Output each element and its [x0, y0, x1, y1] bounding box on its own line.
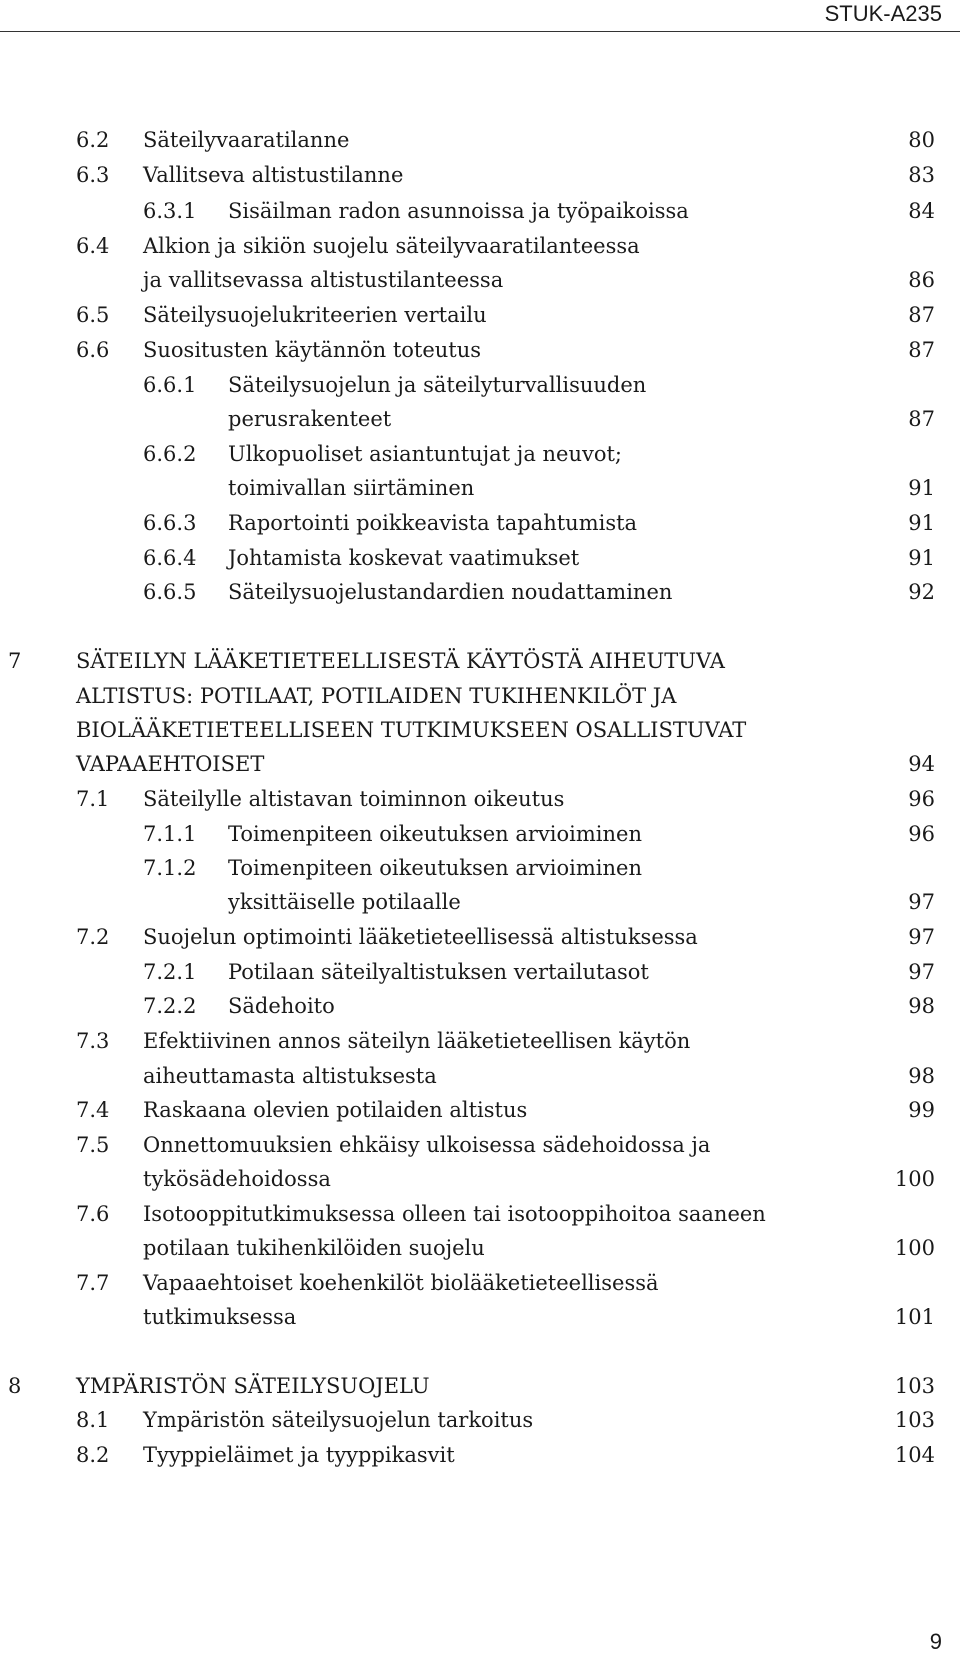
- toc-entry-title: Suojelun optimointi lääketieteellisessä altistuksessa: [143, 925, 698, 949]
- toc-entry: [0, 1402, 960, 1439]
- toc-entry: [0, 401, 960, 438]
- running-header: [0, 0, 960, 34]
- toc-entry-title: Ulkopuoliset asiantuntujat ja neuvot;: [228, 442, 623, 466]
- toc-entry-title: Suositusten käytännön toteutus: [143, 338, 482, 362]
- toc-entry-number: 7.1: [76, 787, 110, 811]
- toc-entry-number: 6.6.2: [143, 442, 197, 466]
- toc-entry: [0, 1230, 960, 1267]
- toc-entry-number: 7.2.1: [143, 960, 197, 984]
- toc-entry-number: 7.4: [76, 1098, 110, 1122]
- toc-entry-page: 96: [908, 787, 935, 811]
- toc-entry-title: SÄTEILYN LÄÄKETIETEELLISESTÄ KÄYTÖSTÄ AIHEUTUVA: [76, 649, 725, 673]
- toc-entry: [0, 1127, 960, 1164]
- toc-entry-number: 6.6: [76, 338, 110, 362]
- toc-entry-title: tykösädehoidossa: [143, 1167, 331, 1191]
- toc-entry-number: 7.7: [76, 1271, 110, 1295]
- toc-entry: [0, 1437, 960, 1474]
- toc-entry: [0, 850, 960, 887]
- toc-entry-page: 94: [908, 752, 935, 776]
- toc-entry-title: Säteilyvaaratilanne: [143, 128, 350, 152]
- toc-entry: [0, 884, 960, 921]
- toc-entry-title: perusrakenteet: [228, 407, 392, 431]
- toc-entry-title: Vallitseva altistustilanne: [143, 163, 404, 187]
- toc-entry-title: Isotooppitutkimuksessa olleen tai isotooppihoitoa saaneen: [143, 1202, 766, 1226]
- toc-entry: [0, 643, 960, 680]
- toc-entry: [0, 1265, 960, 1302]
- toc-entry-page: 91: [908, 511, 935, 535]
- toc-entry-page: 87: [908, 407, 935, 431]
- toc-entry-page: 97: [908, 890, 935, 914]
- toc-entry: [0, 574, 960, 611]
- toc-entry-number: 6.4: [76, 234, 110, 258]
- toc-entry: [0, 1368, 960, 1405]
- toc-entry-page: 92: [908, 580, 935, 604]
- toc-entry-title: ja vallitsevassa altistustilanteessa: [143, 268, 504, 292]
- toc-entry-title: Onnettomuuksien ehkäisy ulkoisessa sädehoidossa ja: [143, 1133, 711, 1157]
- toc-entry-page: 84: [908, 199, 935, 223]
- toc-entry-page: 83: [908, 163, 935, 187]
- toc-entry-page: 103: [894, 1408, 935, 1432]
- toc-entry-number: 6.6.4: [143, 546, 197, 570]
- page-number: 9: [929, 1629, 942, 1654]
- toc-entry-number: 6.5: [76, 303, 110, 327]
- toc-entry: [0, 988, 960, 1025]
- toc-entry-title: yksittäiselle potilaalle: [228, 890, 461, 914]
- toc-entry-number: 6.6.5: [143, 580, 197, 604]
- toc-entry: [0, 367, 960, 404]
- toc-entry-page: 91: [908, 546, 935, 570]
- toc-entry-title: Vapaaehtoiset koehenkilöt biolääketieteellisessä: [143, 1271, 659, 1295]
- toc-entry-page: 98: [908, 994, 935, 1018]
- toc-entry-number: 6.3.1: [143, 199, 197, 223]
- toc-entry-title: ALTISTUS: POTILAAT, POTILAIDEN TUKIHENKILÖT JA: [76, 684, 677, 708]
- toc-entry-title: Ympäristön säteilysuojelun tarkoitus: [143, 1408, 534, 1432]
- toc-entry: [0, 436, 960, 473]
- toc-entry-title: Toimenpiteen oikeutuksen arvioiminen: [228, 822, 642, 846]
- toc-entry-title: Toimenpiteen oikeutuksen arvioiminen: [228, 856, 642, 880]
- toc-entry: [0, 193, 960, 230]
- toc-entry-title: VAPAAEHTOISET: [76, 752, 265, 776]
- header-divider: [0, 31, 960, 32]
- toc-entry-number: 6.6.3: [143, 511, 197, 535]
- toc-entry-page: 104: [894, 1443, 935, 1467]
- toc-entry-title: Raportointi poikkeavista tapahtumista: [228, 511, 638, 535]
- toc-entry: [0, 712, 960, 749]
- toc-entry: [0, 1196, 960, 1233]
- toc-entry-title: Säteilylle altistavan toiminnon oikeutus: [143, 787, 565, 811]
- toc-entry-number: 7: [8, 649, 22, 673]
- toc-entry-number: 8: [8, 1374, 22, 1398]
- toc-entry-number: 8.1: [76, 1408, 110, 1432]
- toc-entry-number: 7.1.1: [143, 822, 197, 846]
- toc-entry: [0, 1161, 960, 1198]
- toc-entry: [0, 505, 960, 542]
- toc-entry: [0, 470, 960, 507]
- toc-entry: [0, 746, 960, 783]
- toc-entry: [0, 678, 960, 715]
- toc-entry-title: potilaan tukihenkilöiden suojelu: [143, 1236, 485, 1260]
- toc-entry-title: Säteilysuojelukriteerien vertailu: [143, 303, 487, 327]
- document-code: STUK-A235: [824, 1, 942, 26]
- toc-entry: [0, 1299, 960, 1336]
- toc-entry-title: BIOLÄÄKETIETEELLISEEN TUTKIMUKSEEN OSALLISTUVAT: [76, 718, 747, 742]
- toc-entry: [0, 228, 960, 265]
- toc-entry-title: toimivallan siirtäminen: [228, 476, 475, 500]
- toc-entry-page: 101: [894, 1305, 935, 1329]
- toc-entry-title: YMPÄRISTÖN SÄTEILYSUOJELU: [76, 1374, 430, 1398]
- toc-entry: [0, 816, 960, 853]
- toc-entry-number: 7.5: [76, 1133, 110, 1157]
- toc-entry-title: Säteilysuojelustandardien noudattaminen: [228, 580, 673, 604]
- toc-entry-title: aiheuttamasta altistuksesta: [143, 1064, 437, 1088]
- toc-entry-page: 97: [908, 925, 935, 949]
- toc-entry-page: 97: [908, 960, 935, 984]
- toc-entry-title: Säteilysuojelun ja säteilyturvallisuuden: [228, 373, 647, 397]
- toc-entry: [0, 1092, 960, 1129]
- toc-entry-title: Potilaan säteilyaltistuksen vertailutasot: [228, 960, 649, 984]
- toc-entry-title: Tyyppieläimet ja tyyppikasvit: [143, 1443, 455, 1467]
- toc-entry-title: tutkimuksessa: [143, 1305, 297, 1329]
- toc-entry-title: Efektiivinen annos säteilyn lääketieteellisen käytön: [143, 1029, 691, 1053]
- toc-entry-page: 103: [894, 1374, 935, 1398]
- toc-entry-number: 7.1.2: [143, 856, 197, 880]
- toc-entry-number: 7.3: [76, 1029, 110, 1053]
- toc-entry-page: 98: [908, 1064, 935, 1088]
- toc-entry-title: Johtamista koskevat vaatimukset: [228, 546, 580, 570]
- toc-entry: [0, 157, 960, 194]
- toc-entry-page: 87: [908, 338, 935, 362]
- toc-entry: [0, 919, 960, 956]
- toc-entry-page: 100: [894, 1236, 935, 1260]
- toc-entry-page: 80: [908, 128, 935, 152]
- toc-entry-number: 6.3: [76, 163, 110, 187]
- toc-entry-number: 6.2: [76, 128, 110, 152]
- toc-entry: [0, 781, 960, 818]
- toc-entry-number: 7.2.2: [143, 994, 197, 1018]
- toc-entry-title: Sädehoito: [228, 994, 335, 1018]
- toc-entry: [0, 332, 960, 369]
- toc-entry-title: Sisäilman radon asunnoissa ja työpaikoissa: [228, 199, 689, 223]
- toc-entry: [0, 540, 960, 577]
- toc-entry: [0, 954, 960, 991]
- toc-entry: [0, 1058, 960, 1095]
- toc-entry-page: 87: [908, 303, 935, 327]
- toc-entry-page: 96: [908, 822, 935, 846]
- toc-entry-number: 7.2: [76, 925, 110, 949]
- toc-entry-page: 86: [908, 268, 935, 292]
- toc-entry-number: 6.6.1: [143, 373, 197, 397]
- toc-entry: [0, 122, 960, 159]
- toc-entry: [0, 262, 960, 299]
- toc-entry-number: 8.2: [76, 1443, 110, 1467]
- toc-entry-page: 99: [908, 1098, 935, 1122]
- toc-entry-title: Alkion ja sikiön suojelu säteilyvaaratilanteessa: [143, 234, 640, 258]
- toc-entry-title: Raskaana olevien potilaiden altistus: [143, 1098, 528, 1122]
- toc-entry: [0, 297, 960, 334]
- toc-entry-number: 7.6: [76, 1202, 110, 1226]
- toc-entry-page: 100: [894, 1167, 935, 1191]
- toc-entry: [0, 1023, 960, 1060]
- toc-entry-page: 91: [908, 476, 935, 500]
